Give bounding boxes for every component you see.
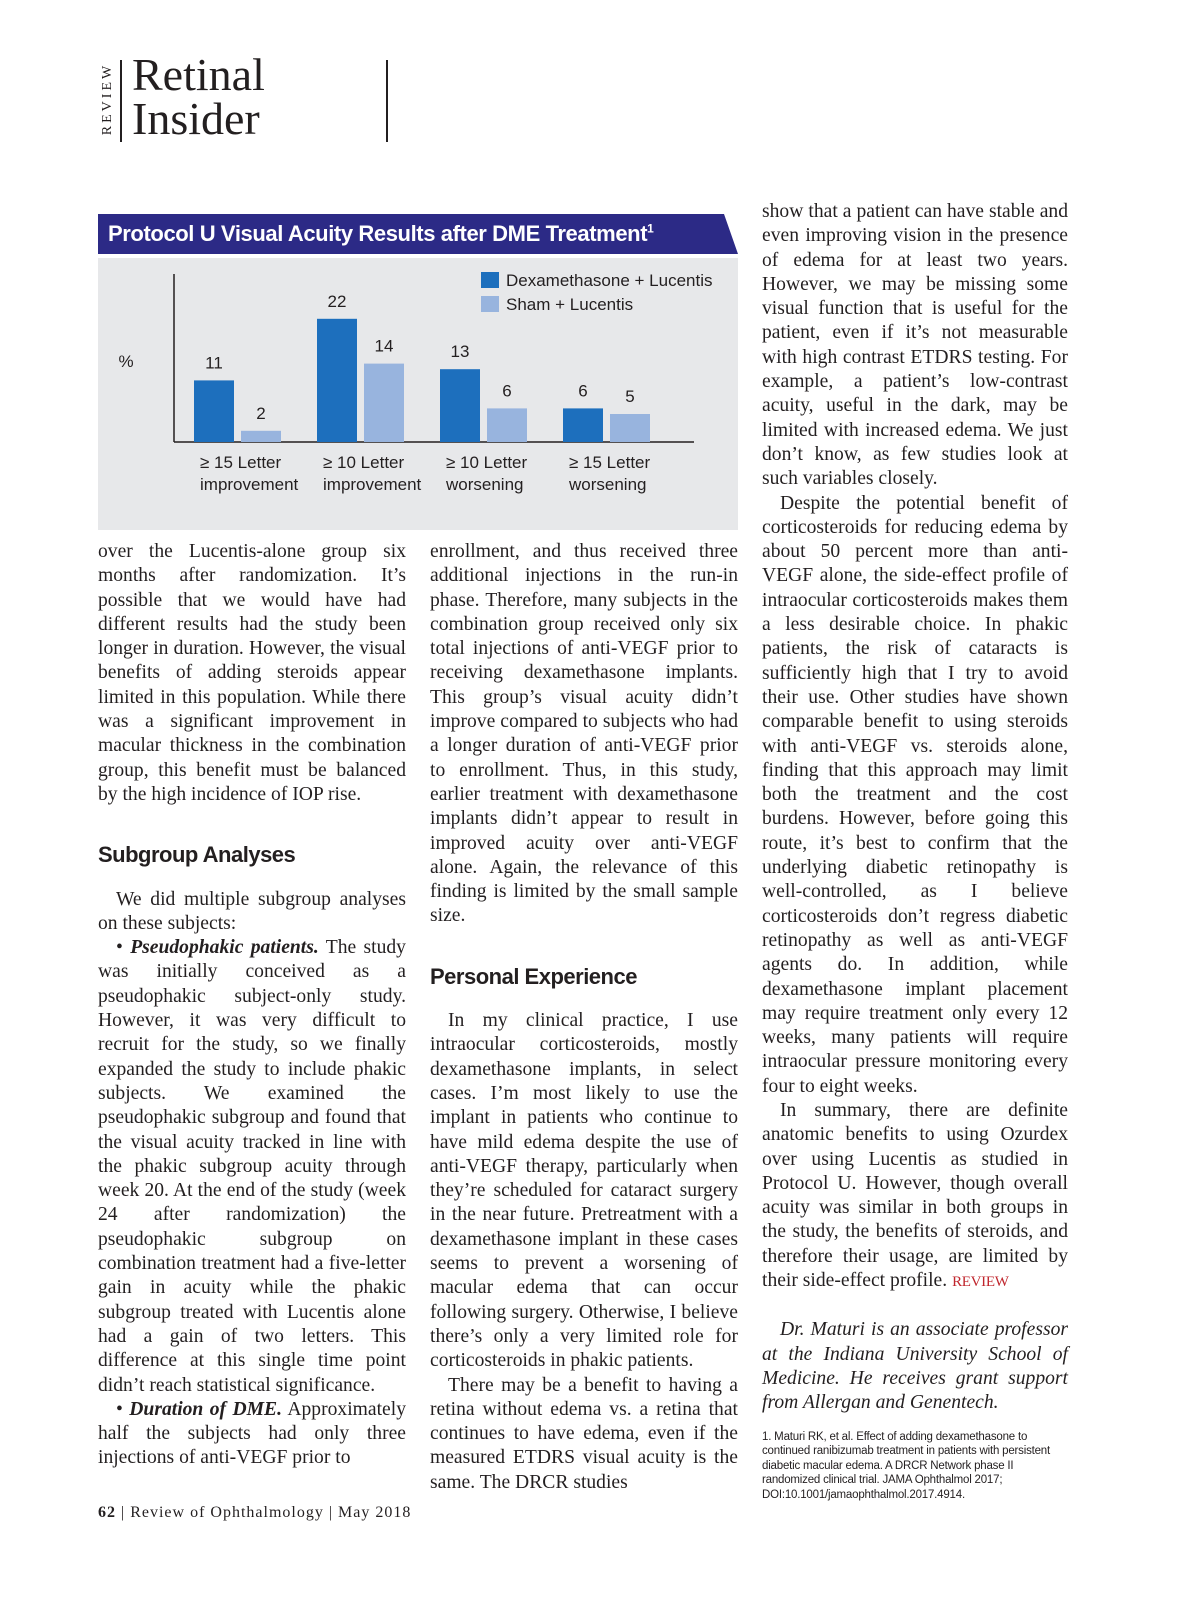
chart-title: Protocol U Visual Acuity Results after DME Treatment$^1$: [108, 221, 654, 246]
paragraph: In my clinical practice, I use intraocular corticosteroids, mostly dexamethasone implants, in select cases. I’m most likely to use the implant in patients who continue to have mild edema despite the use of anti-VEGF therapy, particularly when they’re scheduled for cataract surgery in the near future. Pretreatment with a dexamethasone implant in these cases seems to prevent a worsening of macular edema that can occur following surgery. Otherwise, I believe there’s only a very limited role for corticosteroids in phakic patients.: [430, 1010, 738, 1372]
x-tick-label: worsening: [569, 475, 647, 494]
data-label: 11: [205, 353, 223, 373]
bar-dex-2: [440, 369, 480, 442]
section-title-line2: Insider: [132, 93, 260, 144]
legend-swatch-sham: [481, 296, 499, 312]
bar-dex-1: [317, 319, 357, 442]
paragraph: Despite the potential benefit of corticosteroids for reducing edema by about 50 percent more than anti-VEGF alone, the side-effect profile of intraocular corticosteroids makes them a less desirable choice. In phakic patients, the risk of cataracts is sufficiently high that I try to avoid their use. Other studies have shown comparable benefit to using steroids with anti-VEGF vs. steroids alone, finding that this approach may limit both the treatment and the cost burdens. However, before going this route, it’s best to confirm that the underlying diabetic retinopathy is well-controlled, as I believe corticosteroids don’t regress diabetic retinopathy as well as anti-VEGF agents do. In addition, while dexamethasone implant placement may require treatment only every 12 weeks, many patients will require intraocular pressure monitoring every four to eight weeks.: [762, 492, 1068, 1097]
chart-figure: [98, 214, 738, 530]
publication-name: Review of Ophthalmology: [130, 1504, 324, 1521]
paragraph: We did multiple subgroup analyses on these subjects:: [98, 888, 406, 934]
x-tick-label: ≥ 10 Letter: [323, 453, 405, 472]
bar-sham-0: [241, 431, 281, 442]
chart-header-corner: [724, 214, 738, 254]
bullet-paragraph: • Pseudophakic patients. The study was initially conceived as a pseudophakic subject-only study. However, it was very difficult to recruit for the study, so we finally expanded the study to include phakic subjects. We examined the pseudophakic subgroup and found that the visual acuity tracked in line with the phakic subgroup acuity through week 20. At the end of the study (week 24 after randomization) the pseudophakic subgroup on combination treatment had a five-letter gain in acuity while the phakic subgroup treated with Lucentis alone had a gain of two letters. This difference at this single time point didn’t reach statistical significance.: [98, 937, 406, 1396]
legend-swatch-dex: [481, 272, 499, 288]
paragraph: There may be a benefit to having a retina without edema vs. a retina that continues to have edema, even if the measured ETDRS visual acuity is the same. The DRCR studies: [430, 1374, 738, 1493]
masthead-rule-right: [386, 60, 388, 142]
heading-subgroup-analyses: Subgroup Analyses: [98, 842, 296, 868]
page-footer: 62 | Review of Ophthalmology | May 2018: [98, 1504, 412, 1521]
y-axis-label: %: [118, 352, 134, 371]
bar-chart: [98, 258, 738, 530]
runin-heading: Duration of DME.: [129, 1398, 283, 1420]
data-label: 13: [450, 342, 470, 362]
chart-header: [98, 214, 738, 254]
heading-personal-experience: Personal Experience: [430, 963, 637, 989]
masthead-vertical: REVIEW: [100, 62, 115, 136]
paragraph: show that a patient can have stable and even improving vision in the presence of edema for at least two years. However, we may be missing some visual function that is useful for the patient, even if it’s not measurable with high contrast ETDRS testing. For example, a patient’s low-contrast acuity, useful in the dark, may be limited with increased edema. We just don’t know, as few studies look at such variables closely.: [762, 201, 1068, 490]
section-title-line1: Retinal: [132, 49, 265, 100]
bar-dex-0: [194, 380, 234, 442]
chart-panel: [98, 258, 738, 530]
page-number: 62: [98, 1504, 116, 1521]
paragraph: enrollment, and thus received three additional injections in the run-in phase. Therefore, many subjects in the combination group received only six total injections of anti-VEGF prior to receiving dexamethasone implants. This group’s visual acuity didn’t improve compared to subjects who had a longer duration of anti-VEGF prior to enrollment. Thus, in this study, earlier treatment with dexamethasone implants didn’t appear to result in improved acuity over anti-VEGF alone. Again, the relevance of this finding is limited by the small sample size.: [430, 541, 738, 927]
reference-1: 1. Maturi RK, et al. Effect of adding dexamethasone to continued ranibizumab treatment in patients with persistent diabetic macular edema. A DRCR Network phase II randomized clinical trial. JAMA Ophthalmol 2017; DOI:10.1001/jamaophthalmol.2017.4914.: [762, 1430, 1051, 1501]
x-tick-label: worsening: [446, 475, 524, 494]
legend-label: Dexamethasone + Lucentis: [506, 271, 713, 290]
column-3: [762, 200, 1068, 1502]
issue-date: May 2018: [338, 1504, 412, 1521]
paragraph: over the Lucentis-alone group six months after randomization. It’s possible that we would have had different results had the study been longer in duration. However, the visual benefits of adding steroids appear limited in this population. While there was a significant improvement in macular thickness in the combination group, this benefit must be balanced by the high incidence of IOP rise.: [98, 541, 406, 805]
x-tick-label: improvement: [323, 475, 422, 494]
x-tick-label: ≥ 15 Letter: [200, 453, 282, 472]
x-tick-label: ≥ 10 Letter: [446, 453, 528, 472]
section-title: [132, 49, 265, 144]
end-mark: REVIEW: [952, 1274, 1009, 1291]
x-tick-label: improvement: [200, 475, 299, 494]
data-label: 6: [578, 381, 588, 401]
bar-sham-1: [364, 364, 404, 442]
legend-label: Sham + Lucentis: [506, 295, 634, 314]
column-1: [98, 540, 406, 1471]
data-label: 22: [327, 291, 347, 311]
data-label: 14: [374, 336, 394, 356]
bar-dex-3: [563, 408, 603, 442]
column-2: [430, 540, 738, 1495]
masthead-rule-left: [120, 60, 122, 142]
author-bio: Dr. Maturi is an associate professor at the Indiana University School of Medicine. He receives grant support from Allergan and Genentech.: [762, 1319, 1068, 1414]
paragraph: In summary, there are definite anatomic benefits to using Ozurdex over using Lucentis as studied in Protocol U. However, though overall acuity was similar in both groups in the study, the benefits of steroids, and therefore their usage, are limited by their side-effect profile. REVIEW: [762, 1099, 1068, 1292]
bar-sham-3: [610, 414, 650, 442]
bullet-paragraph: • Duration of DME. Approximately half the subjects had only three injections of anti-VEGF prior to: [98, 1398, 406, 1469]
bar-sham-2: [487, 408, 527, 442]
data-label: 5: [625, 387, 635, 406]
data-label: 6: [502, 381, 512, 401]
data-label: 2: [256, 403, 266, 423]
runin-heading: Pseudophakic patients.: [130, 937, 319, 959]
x-tick-label: ≥ 15 Letter: [569, 453, 651, 472]
